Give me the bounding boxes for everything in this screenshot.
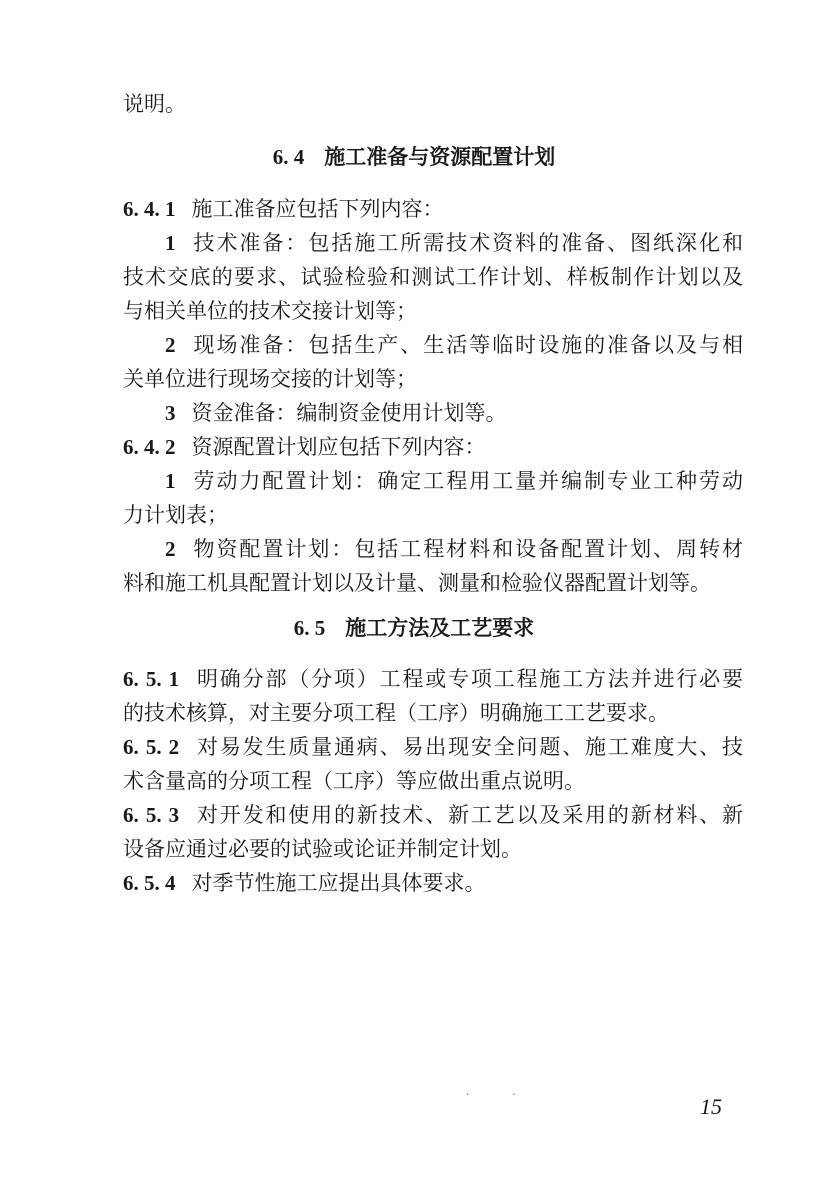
page-number: 15 xyxy=(700,1094,722,1119)
clause-number: 6. 5. 1 xyxy=(123,667,180,691)
list-item-continued: 力计划表； xyxy=(123,503,228,527)
clause-number: 6. 5. 2 xyxy=(123,735,180,759)
clause-number: 6. 5. 4 xyxy=(123,871,176,895)
list-item-continued: 技术交底的要求、试验检验和测试工作计划、样板制作计划以及 xyxy=(123,265,743,289)
clause-continued: 术含量高的分项工程（工序）等应做出重点说明。 xyxy=(123,769,585,793)
list-item: 1 劳动力配置计划：确定工程用工量并编制专业工种劳动 xyxy=(165,469,743,493)
clause-6-5-2: 6. 5. 2 对易发生质量通病、易出现安全问题、施工难度大、技 xyxy=(123,735,744,759)
section-title: 施工准备与资源配置计划 xyxy=(324,144,556,169)
continuation-text: 说明。 xyxy=(123,92,186,116)
clause-number: 6. 4. 2 xyxy=(123,435,176,459)
clause-6-4-2 xyxy=(123,430,743,464)
list-item: 2 物资配置计划：包括工程材料和设备配置计划、周转材 xyxy=(165,537,743,561)
clause-number: 6. 5. 3 xyxy=(123,803,180,827)
section-heading-6-5 xyxy=(0,611,828,645)
list-item: 3 资金准备：编制资金使用计划等。 xyxy=(165,401,507,425)
list-item: 2 现场准备：包括生产、生活等临时设施的准备以及与相 xyxy=(165,333,743,357)
section-heading-6-4 xyxy=(0,140,828,174)
clause-number: 6. 4. 1 xyxy=(123,197,176,221)
clause-continued: 的技术核算，对主要分项工程（工序）明确施工工艺要求。 xyxy=(123,701,669,725)
footer-dots: · · xyxy=(466,1090,536,1101)
clause-continued: 设备应通过必要的试验或论证并制定计划。 xyxy=(123,837,522,861)
clause-6-5-3: 6. 5. 3 对开发和使用的新技术、新工艺以及采用的新材料、新 xyxy=(123,803,744,827)
clause-6-5-1: 6. 5. 1 明确分部（分项）工程或专项工程施工方法并进行必要 xyxy=(123,667,744,691)
section-title: 施工方法及工艺要求 xyxy=(345,615,535,640)
clause-6-5-4: 6. 5. 4 对季节性施工应提出具体要求。 xyxy=(123,871,486,895)
section-number: 6. 5 xyxy=(293,616,326,640)
list-item-continued: 与相关单位的技术交接计划等； xyxy=(123,299,417,323)
clause-text: 资源配置计划应包括下列内容： xyxy=(191,435,486,459)
clause-text: 施工准备应包括下列内容： xyxy=(191,197,444,221)
list-item-continued: 料和施工机具配置计划以及计量、测量和检验仪器配置计划等。 xyxy=(123,571,711,595)
clause-6-4-1 xyxy=(123,192,743,226)
section-number: 6. 4 xyxy=(272,145,305,169)
list-item: 1 技术准备：包括施工所需技术资料的准备、图纸深化和 xyxy=(165,231,743,255)
list-item-continued: 关单位进行现场交接的计划等； xyxy=(123,367,417,391)
